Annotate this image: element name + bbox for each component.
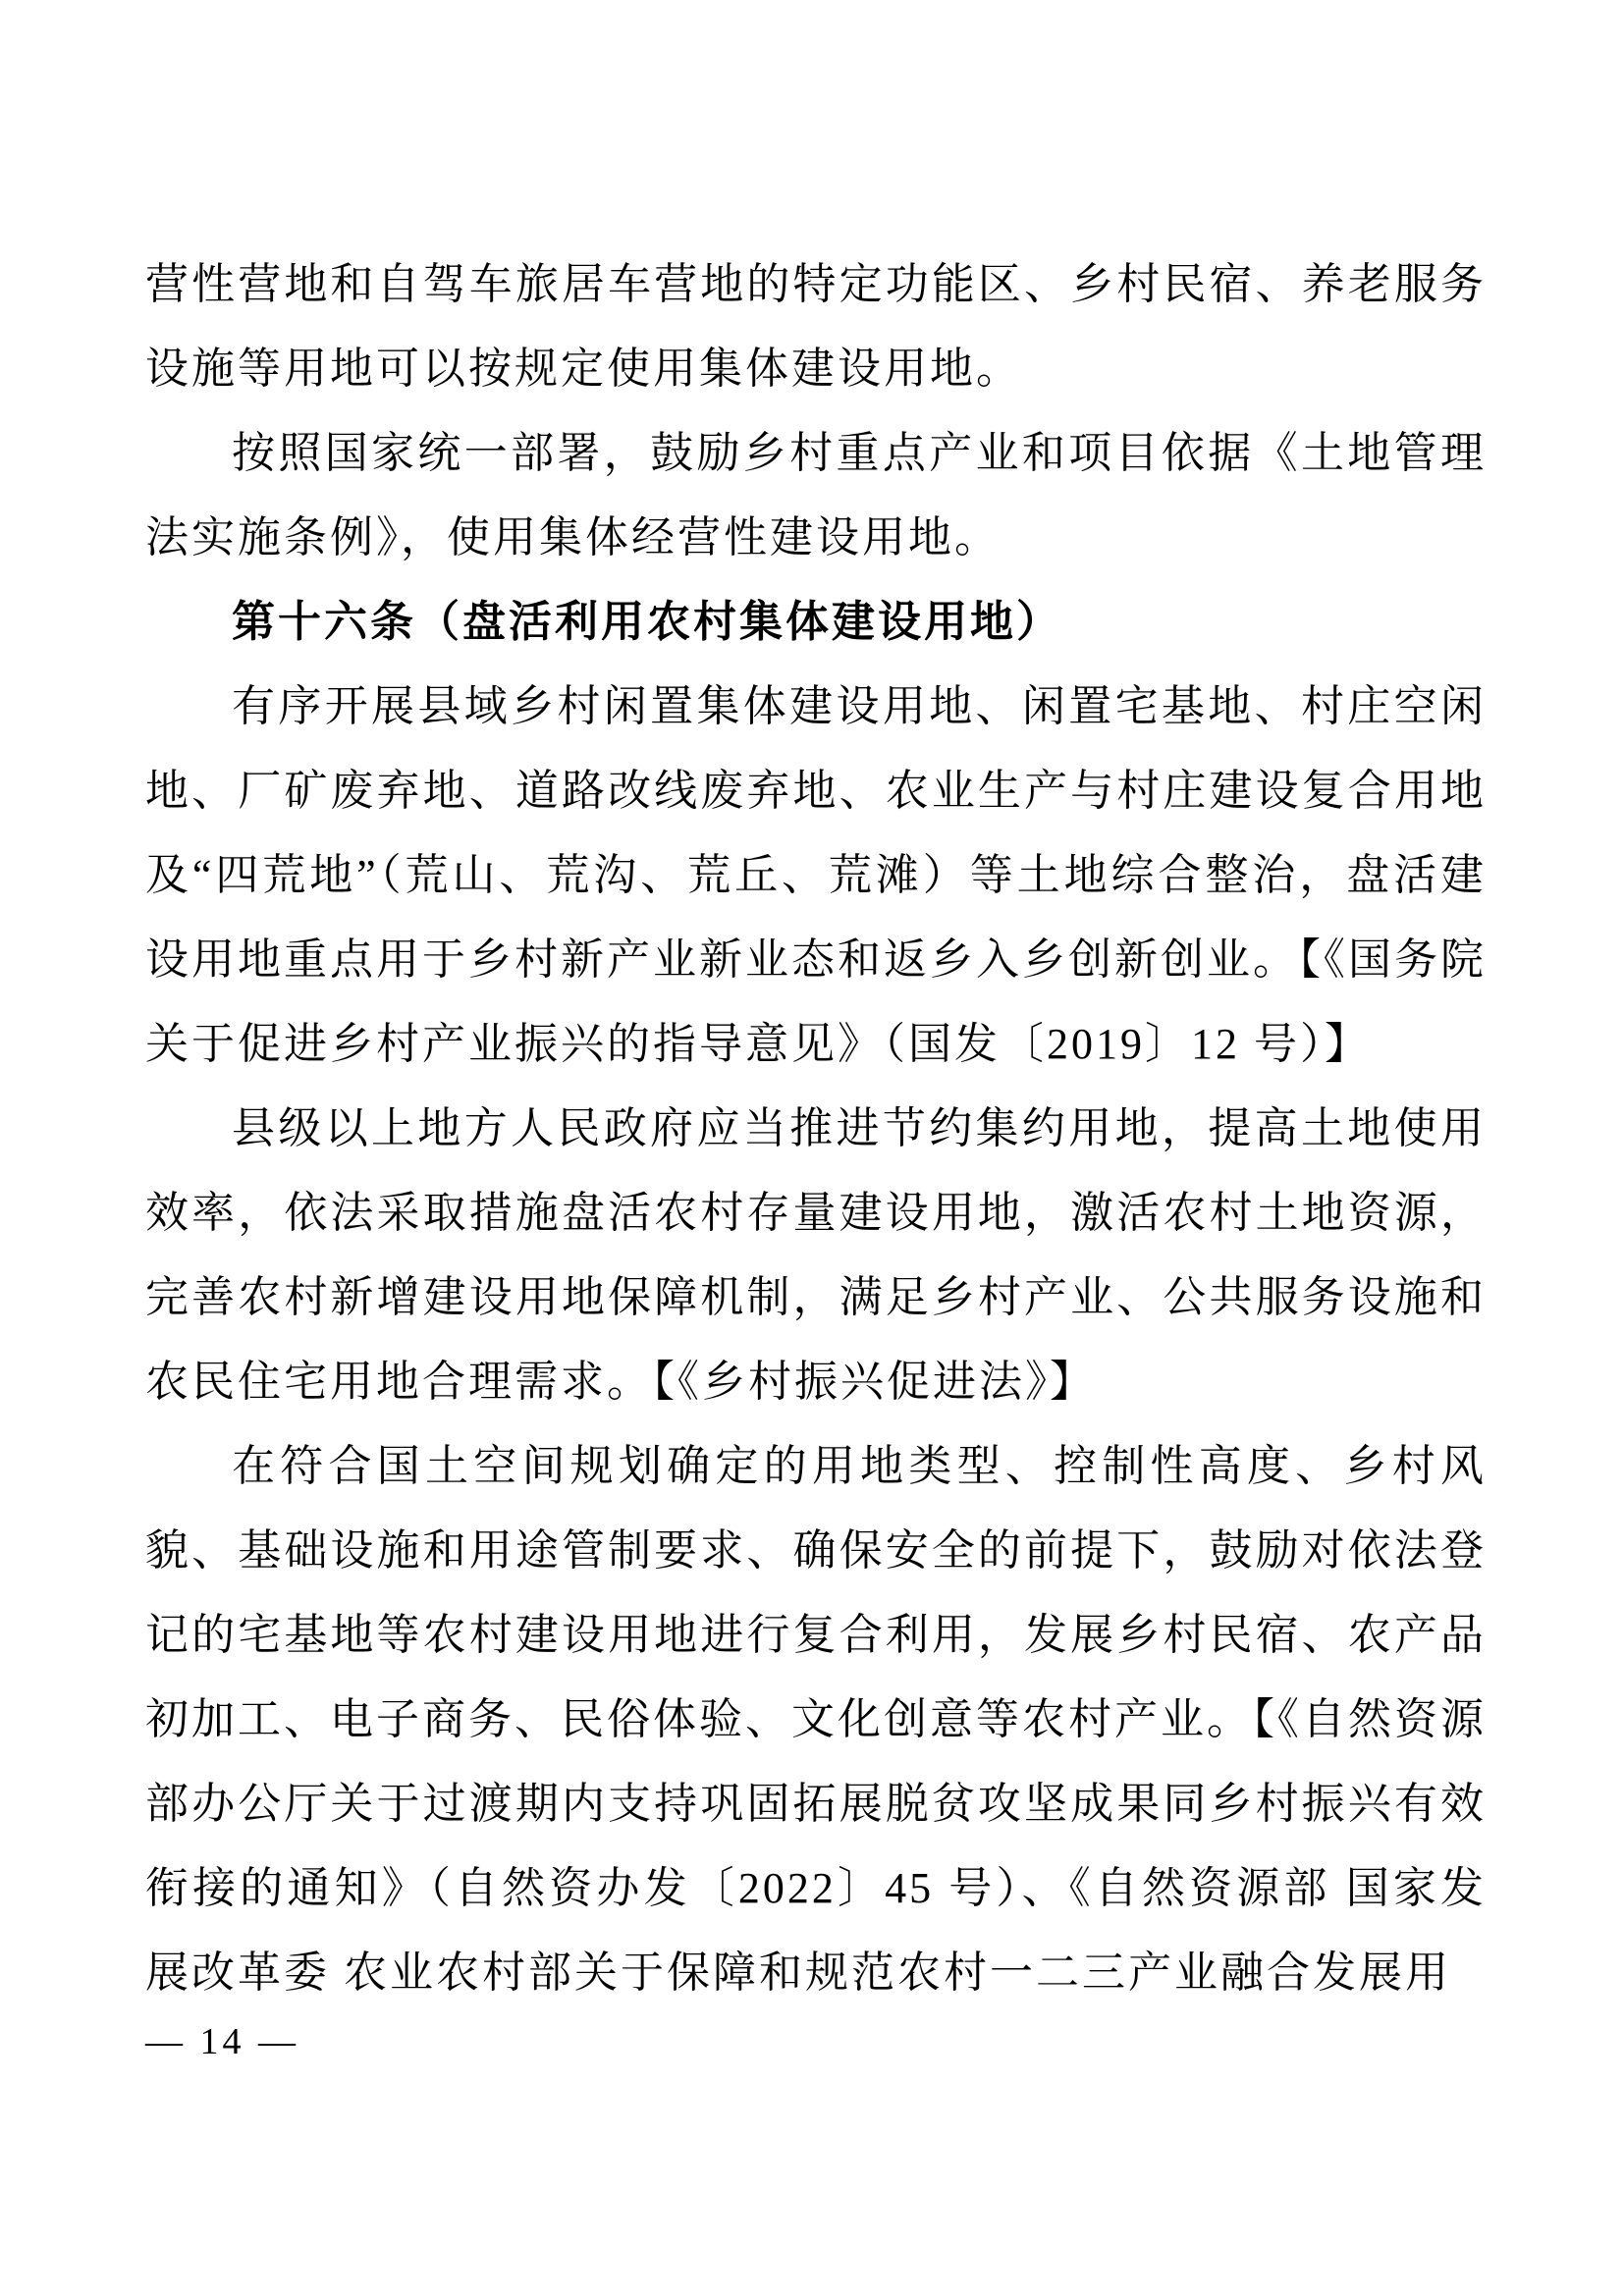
paragraph: 在符合国土空间规划确定的用地类型、控制性高度、乡村风貌、基础设施和用途管制要求、确保安全的前提下，鼓励对依法登记的宅基地等农村建设用地进行复合利用，发展乡村民宿、农产品初加工、电子商务、民俗体验、文化创意等农村产业。【《自然资源部办公厅关于过渡期内支持巩固拓展脱贫攻坚成果同乡村振兴有效衔接的通知》（自然资办发〔2022〕45 号）、《自然资源部 国家发展改革委 农业农村部关于保障和规范农村一二三产业融合发展用 <box>145 1442 1487 1997</box>
document-body <box>145 242 1487 2015</box>
paragraph: 县级以上地方人民政府应当推进节约集约用地，提高土地使用效率，依法采取措施盘活农村存量建设用地，激活农村土地资源，完善农村新增建设用地保障机制，满足乡村产业、公共服务设施和农民住宅用地合理需求。【《乡村振兴促进法》】 <box>145 1104 1487 1406</box>
paragraph: 营性营地和自驾车旅居车营地的特定功能区、乡村民宿、养老服务设施等用地可以按规定使用集体建设用地。 <box>145 260 1487 393</box>
paragraph: 有序开展县域乡村闲置集体建设用地、闲置宅基地、村庄空闲地、厂矿废弃地、道路改线废弃地、农业生产与村庄建设复合用地及“四荒地”（荒山、荒沟、荒丘、荒滩）等土地综合整治，盘活建设用地重点用于乡村新产业新业态和返乡入乡创新创业。【《国务院关于促进乡村产业振兴的指导意见》（国发〔2019〕12 号）】 <box>145 682 1487 1068</box>
section-heading: 第十六条（盘活利用农村集体建设用地） <box>232 598 1062 646</box>
page-number: — 14 — <box>145 2021 299 2062</box>
paragraph: 按照国家统一部署，鼓励乡村重点产业和项目依据《土地管理法实施条例》，使用集体经营性建设用地。 <box>145 429 1487 561</box>
